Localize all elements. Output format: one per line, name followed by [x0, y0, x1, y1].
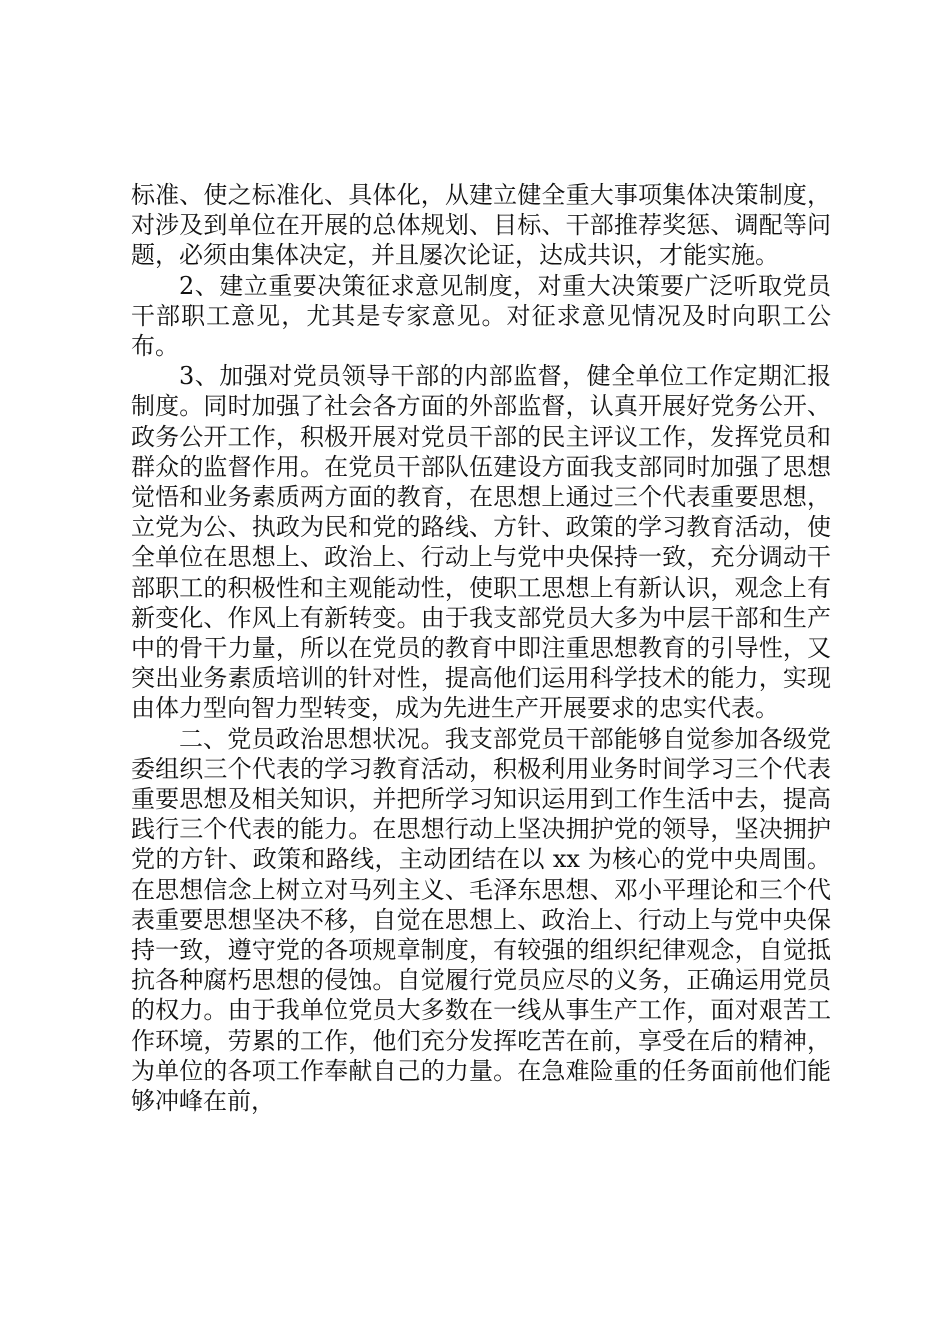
paragraph-2: 2、建立重要决策征求意见制度，对重大决策要广泛听取党员干部职工意见，尤其是专家意见。对征求意见情况及时向职工公布。 [131, 271, 831, 361]
paragraph-1: 标准、使之标准化、具体化，从建立健全重大事项集体决策制度，对涉及到单位在开展的总体规划、目标、干部推荐奖惩、调配等问题，必须由集体决定，并且屡次论证，达成共识，才能实施。 [131, 181, 831, 270]
paragraph-4: 二、党员政治思想状况。我支部党员干部能够自觉参加各级党委组织三个代表的学习教育活动，积极利用业务时间学习三个代表重要思想及相关知识，并把所学习知识运用到工作生活中去，提高践行三个代表的能力。在思想行动上坚决拥护党的领导，坚决拥护党的方针、政策和路线，主动团结在以 xx 为核心的党中央周围。在思想信念上树立对马列主义、毛泽东思想、邓小平理论和三个代表重要思想坚决不移，自觉在思想上、政治上、行动上与党中央保持一致，遵守党的各项规章制度，有较强的组织纪律观念，自觉抵抗各种腐朽思想的侵蚀。自觉履行党员应尽的义务，正确运用党员的权力。由于我单位党员大多数在一线从事生产工作，面对艰苦工作环境，劳累的工作，他们充分发挥吃苦在前，享受在后的精神，为单位的各项工作奉献自己的力量。在急难险重的任务面前他们能够冲峰在前， [131, 724, 831, 1116]
paragraph-3: 3、加强对党员领导干部的内部监督，健全单位工作定期汇报制度。同时加强了社会各方面的外部监督，认真开展好党务公开、政务公开工作，积极开展对党员干部的民主评议工作，发挥党员和群众的监督作用。在党员干部队伍建设方面我支部同时加强了思想觉悟和业务素质两方面的教育，在思想上通过三个代表重要思想，立党为公、执政为民和党的路线、方针、政策的学习教育活动，使全单位在思想上、政治上、行动上与党中央保持一致，充分调动干部职工的积极性和主观能动性，使职工思想上有新认识，观念上有新变化、作风上有新转变。由于我支部党员大多为中层干部和生产中的骨干力量，所以在党员的教育中即注重思想教育的引导性，又突出业务素质培训的针对性，提高他们运用科学技术的能力，实现由体力型向智力型转变，成为先进生产开展要求的忠实代表。 [131, 362, 831, 723]
document-body [131, 180, 831, 1116]
